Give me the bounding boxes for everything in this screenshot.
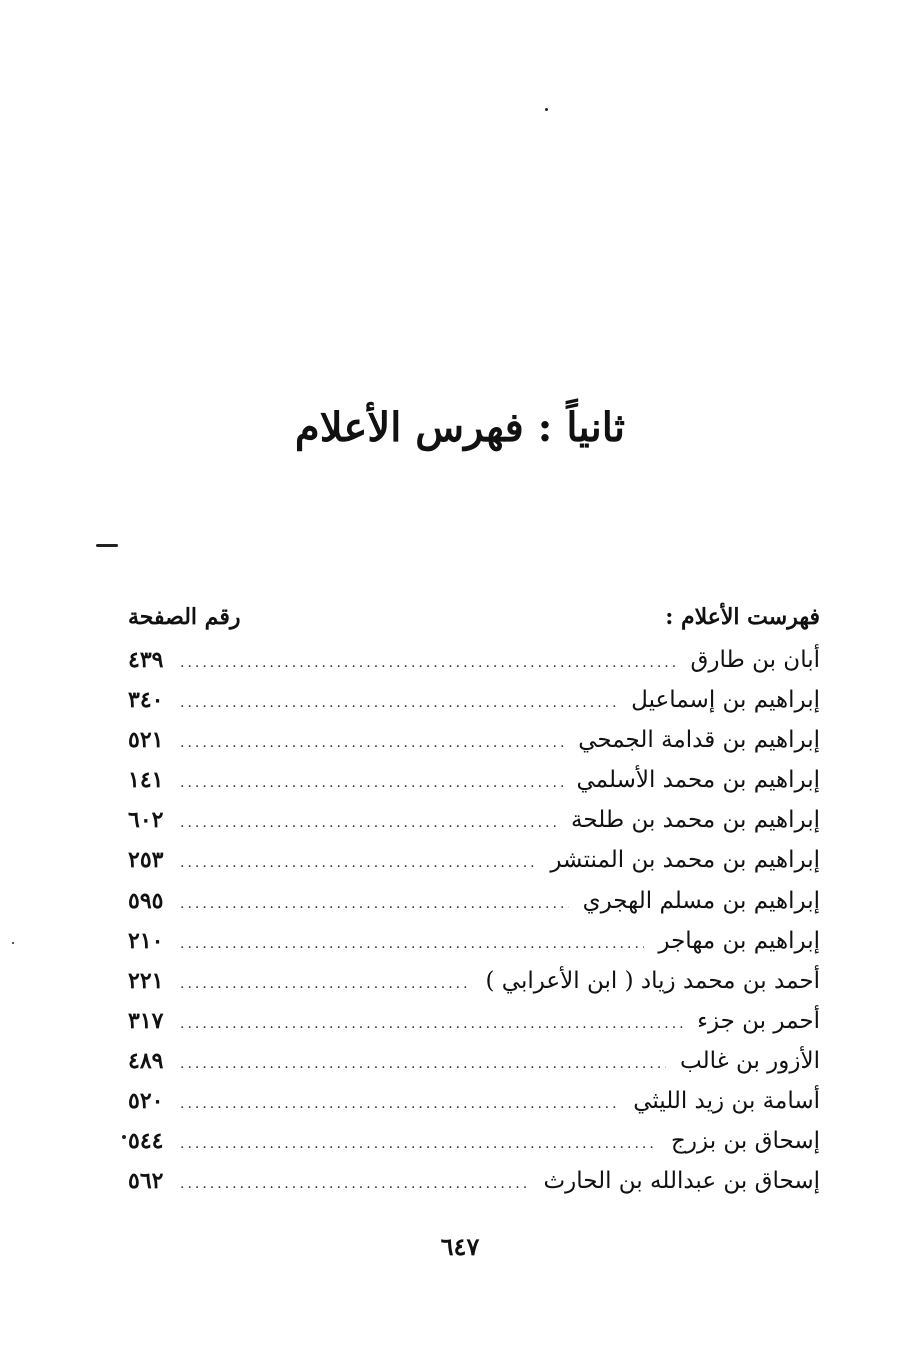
dot-leader: [180, 924, 644, 964]
entry-page-number: ٤٣٩: [128, 647, 164, 673]
entry-page-number: ٣١٧: [128, 1007, 164, 1034]
dot-leader: [180, 884, 569, 924]
entry-page-number: ٥٦٢: [128, 1168, 164, 1195]
names-index: [128, 604, 820, 1201]
entry-page-number: ٢٢١: [128, 967, 164, 994]
dot-leader: [180, 643, 677, 683]
index-entry: [128, 720, 820, 760]
entry-name: أسامة بن زيد الليثي: [633, 1088, 820, 1115]
index-entry: [128, 1041, 820, 1081]
entry-name: إسحاق بن بزرج: [671, 1128, 820, 1155]
entry-page-number: ٥٢١: [128, 727, 164, 754]
index-entry: [128, 760, 820, 800]
dot-leader: [180, 683, 617, 723]
entry-page-number: ١٤١: [128, 767, 164, 794]
page-title: ثانياً : فهرس الأعلام: [294, 404, 626, 451]
entry-name: إبراهيم بن محمد بن المنتشر: [550, 847, 820, 874]
index-entry: [128, 1001, 820, 1041]
entry-page-number: ٥٢٠: [128, 1088, 164, 1115]
dot-leader: [180, 763, 563, 803]
entry-name: أحمد بن محمد زياد ( ابن الأعرابي ): [485, 967, 820, 994]
index-header: [128, 604, 820, 640]
index-entry: [128, 921, 820, 961]
index-entries: [128, 640, 820, 1201]
scan-speck: [12, 942, 14, 944]
dot-leader: [180, 1124, 657, 1164]
dot-leader: [180, 803, 557, 843]
entry-name: أبان بن طارق: [690, 647, 820, 673]
entry-page-number: ٢١٠: [128, 927, 164, 954]
entry-name: أحمر بن جزء: [697, 1007, 820, 1034]
page-number: ٦٤٧: [440, 1232, 480, 1261]
entry-name: الأزور بن غالب: [680, 1047, 820, 1074]
scan-speck: [96, 544, 118, 547]
dot-leader: [180, 1044, 666, 1084]
entry-name: إبراهيم بن إسماعيل: [631, 687, 820, 714]
index-entry: [128, 840, 820, 880]
entry-name: إسحاق بن عبدالله بن الحارث: [543, 1168, 820, 1195]
dot-leader: [180, 1004, 683, 1044]
index-entry: [128, 1161, 820, 1201]
page-column-header: رقم الصفحة: [128, 604, 241, 630]
index-entry: [128, 961, 820, 1001]
dot-leader: [180, 723, 564, 763]
dot-leader: [180, 1164, 529, 1204]
entry-name: إبراهيم بن محمد الأسلمي: [576, 767, 820, 794]
dot-leader: [180, 843, 536, 883]
entry-page-number: ٦٠٢: [128, 807, 164, 834]
index-entry: [128, 1081, 820, 1121]
entry-name: إبراهيم بن مسلم الهجري: [582, 887, 820, 914]
entry-name: إبراهيم بن قدامة الجمحي: [578, 727, 820, 754]
scan-speck: [122, 1135, 126, 1139]
index-entry: [128, 881, 820, 921]
entry-page-number: ٢٥٣: [128, 847, 164, 874]
index-entry: [128, 640, 820, 680]
entry-page-number: ٣٤٠: [128, 687, 164, 714]
index-entry: [128, 680, 820, 720]
entry-page-number: ٥٤٤: [128, 1128, 164, 1155]
entry-name: إبراهيم بن مهاجر: [658, 927, 820, 954]
entry-name: إبراهيم بن محمد بن طلحة: [571, 807, 820, 834]
index-entry: [128, 1121, 820, 1161]
entry-page-number: ٤٨٩: [128, 1047, 164, 1074]
scan-speck: [545, 108, 548, 111]
index-entry: [128, 800, 820, 840]
dot-leader: [180, 1084, 619, 1124]
names-column-header: فهرست الأعلام :: [665, 604, 820, 630]
entry-page-number: ٥٩٥: [128, 887, 164, 914]
dot-leader: [180, 964, 472, 1004]
